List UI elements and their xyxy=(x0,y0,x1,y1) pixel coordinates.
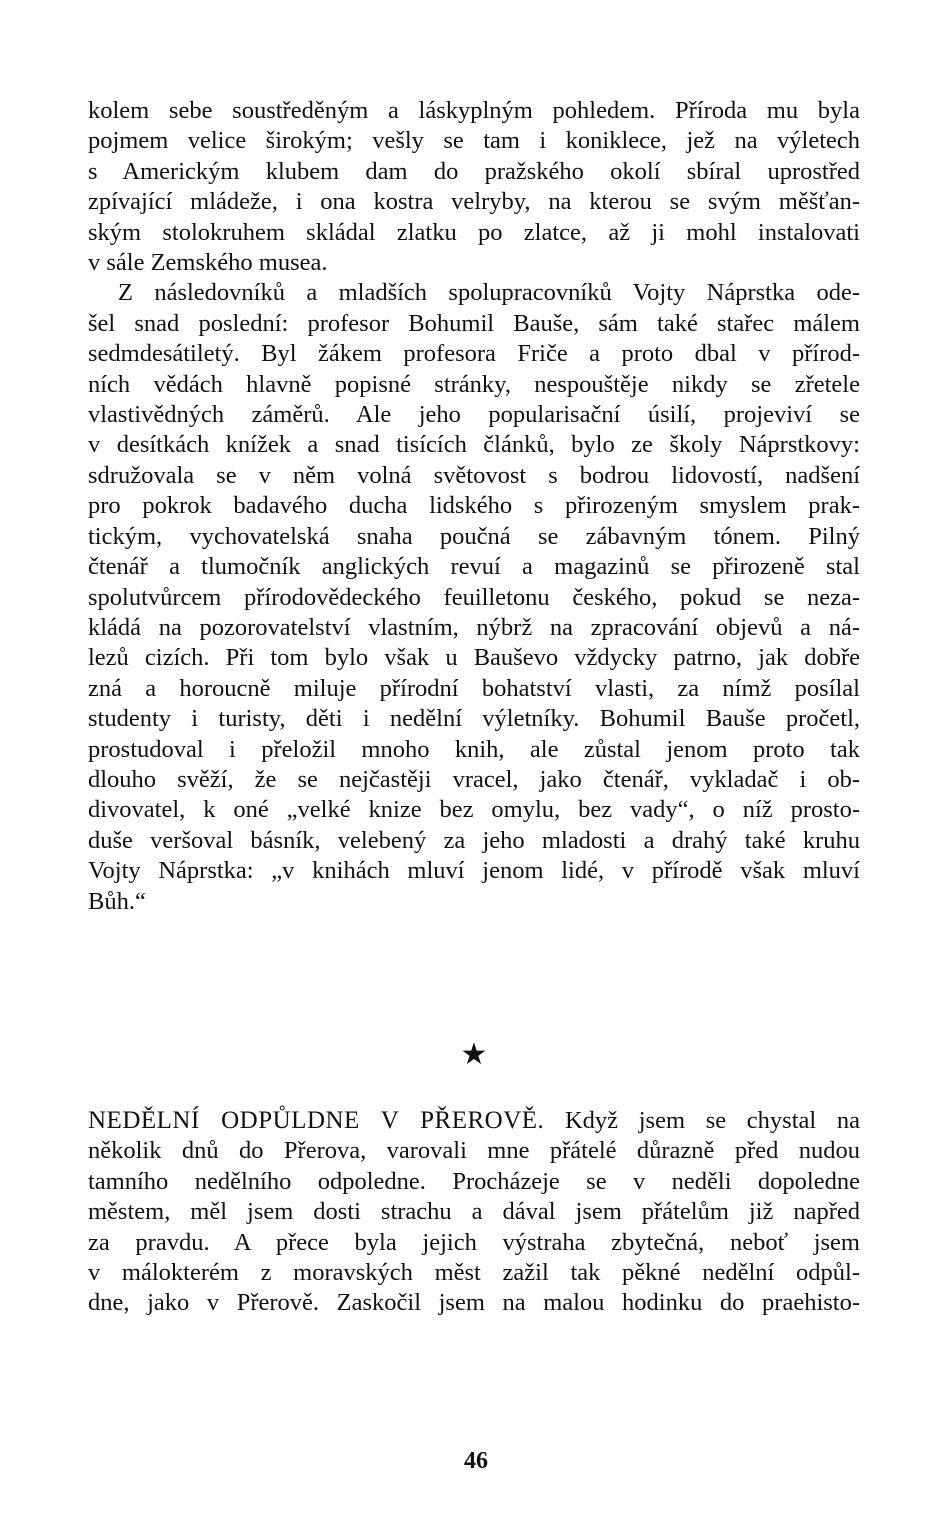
text-line: čtenář a tlumočník anglických revuí a magazinů se přirozeně stal xyxy=(88,553,860,581)
text-fragment: Když jsem se chystal na xyxy=(564,1107,860,1134)
section-first-line xyxy=(88,1106,860,1136)
page-number: 46 xyxy=(464,1448,488,1474)
book-page xyxy=(88,96,860,1317)
text-line: Z následovníků a mladších spolupracovníků Vojty Náprstka ode- xyxy=(118,279,860,307)
text-line: za pravdu. A přece byla jejich výstraha zbytečná, neboť jsem xyxy=(88,1228,860,1256)
text-line: šel snad poslední: profesor Bohumil Bauše, sám také stařec málem xyxy=(88,309,860,337)
text-line: v sále Zemského musea. xyxy=(88,249,328,277)
text-line: prostudoval i přeložil mnoho knih, ale zůstal jenom proto tak xyxy=(88,735,860,763)
text-line: několik dnů do Přerova, varovali mne přátelé důrazně před nudou xyxy=(88,1137,860,1165)
text-line: městem, měl jsem dosti strachu a dával jsem přátelům již napřed xyxy=(88,1198,860,1226)
text-line: pojmem velice širokým; vešly se tam i koniklece, jež na výletech xyxy=(88,127,860,155)
section-nedelni-odpuldne xyxy=(88,1106,860,1319)
text-line: tamního nedělního odpoledne. Procházeje se v neděli dopoledne xyxy=(88,1167,860,1195)
text-line: kolem sebe soustředěným a láskyplným pohledem. Příroda mu byla xyxy=(88,97,860,124)
text-line: dne, jako v Přerově. Zaskočil jsem na malou hodinku do praehisto- xyxy=(88,1289,860,1317)
text-line: duše veršoval básník, velebený za jeho mladosti a drahý také kruhu xyxy=(88,826,860,854)
text-line: vlastivědných záměrů. Ale jeho popularisační úsilí, projeviví se xyxy=(88,401,860,429)
section-paragraph xyxy=(88,1106,860,1319)
text-line: divovatel, k oné „velké knize bez omylu, bez vady“, o níž prosto- xyxy=(88,796,860,824)
section-heading: NEDĚLNÍ ODPŮLDNE V PŘEROVĚ. xyxy=(88,1107,545,1134)
text-line: Vojty Náprstka: „v knihách mluví jenom lidé, v přírodě však mluví xyxy=(88,857,860,885)
text-line: zná a horoucně miluje přírodní bohatství vlasti, za nímž posílal xyxy=(88,674,860,702)
text-line: sedmdesátiletý. Byl žákem profesora Friče a proto dbal v přírod- xyxy=(88,340,860,368)
text-line: tickým, vychovatelská snaha poučná se zábavným tónem. Pilný xyxy=(88,522,860,550)
text-line: pro pokrok badavého ducha lidského s přirozeným smyslem prak- xyxy=(88,492,860,520)
text-line: ským stolokruhem skládal zlatku po zlatce, až ji mohl instalovati xyxy=(88,218,860,246)
text-line: studenty i turisty, děti i nedělní výletníky. Bohumil Bauše pročetl, xyxy=(88,705,860,733)
paragraph-1 xyxy=(88,96,860,278)
text-line: zpívající mládeže, i ona kostra velryby, na kterou se svým měšťan- xyxy=(88,188,860,216)
text-line: lezů cizích. Při tom bylo však u Bauševo vždycky patrno, jak dobře xyxy=(88,644,860,672)
text-line: v málokterém z moravských měst zažil tak pěkné nedělní odpůl- xyxy=(88,1259,860,1287)
text-line: ních vědách hlavně popisné stránky, nespouštěje nikdy se zřetele xyxy=(88,370,860,398)
text-line: dlouho svěží, že se nejčastěji vracel, jako čtenář, vykladač i ob- xyxy=(88,765,860,793)
text-line: kládá na pozorovatelství vlastním, nýbrž na zpracování objevů a ná- xyxy=(88,613,860,641)
text-line: sdružovala se v něm volná světovost s bodrou lidovostí, nadšení xyxy=(88,461,860,489)
text-line: spolutvůrcem přírodovědeckého feuilletonu českého, pokud se neza- xyxy=(88,583,860,611)
text-line: v desítkách knížek a snad tisících článků, bylo ze školy Náprstkovy: xyxy=(88,431,860,459)
text-line: s Americkým klubem dam do pražského okolí sbíral uprostřed xyxy=(88,157,860,185)
star-separator-icon: ★ xyxy=(460,1037,488,1072)
text-line: Bůh.“ xyxy=(88,887,146,915)
paragraph-2 xyxy=(88,278,860,917)
